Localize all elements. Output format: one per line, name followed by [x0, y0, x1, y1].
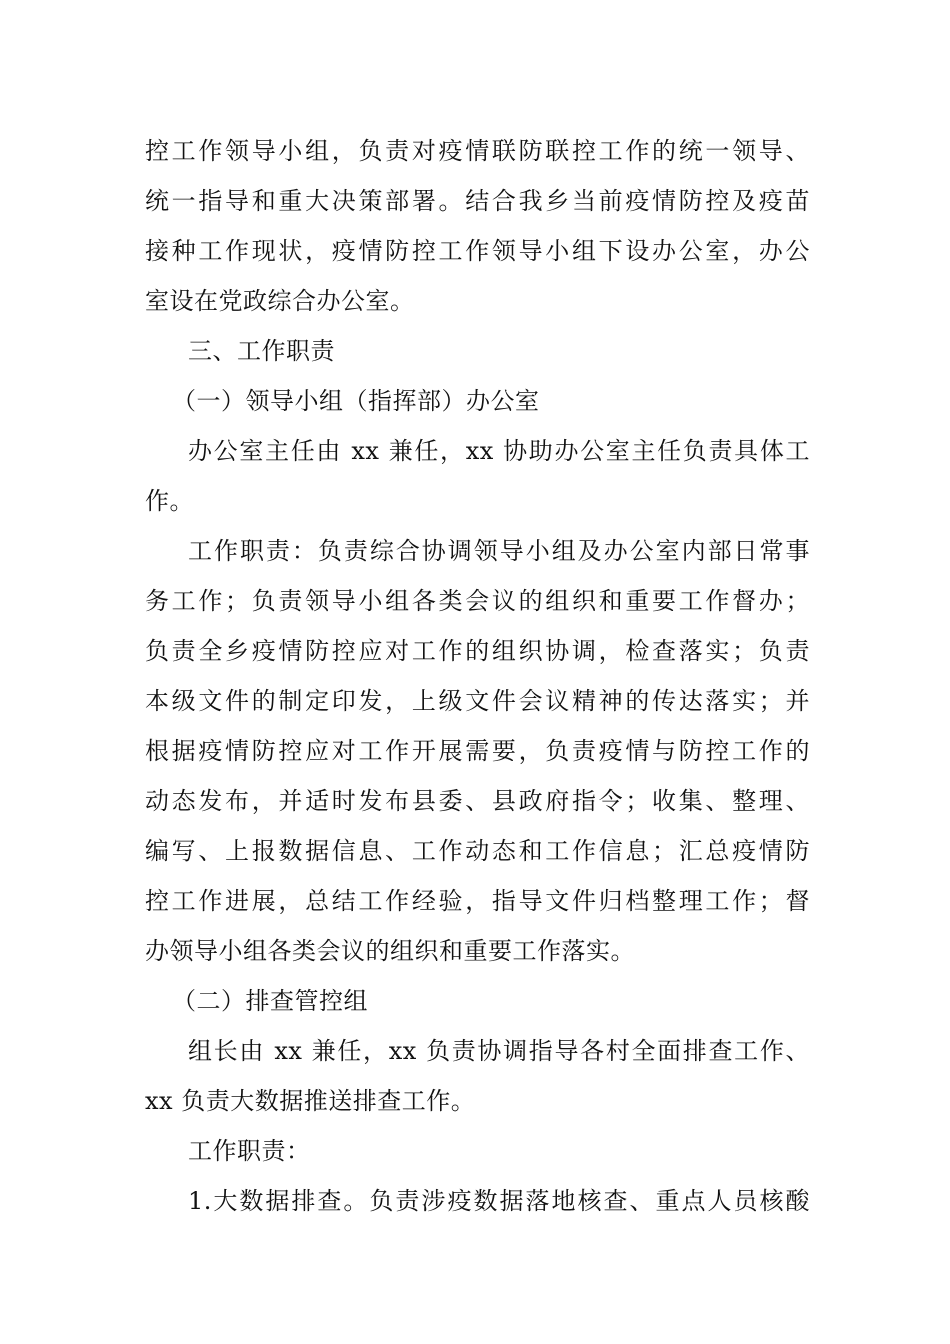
- paragraph-line: 动态发布，并适时发布县委、县政府指令；收集、整理、: [145, 787, 810, 815]
- paragraph-line: 本级文件的制定印发，上级文件会议精神的传达落实；并: [145, 687, 810, 715]
- paragraph-line: 负责全乡疫情防控应对工作的组织协调，检查落实；负责: [145, 637, 810, 665]
- paragraph-line: 统一指导和重大决策部署。结合我乡当前疫情防控及疫苗: [145, 187, 810, 215]
- section-heading: 三、工作职责: [188, 337, 335, 365]
- paragraph-line: 室设在党政综合办公室。: [145, 287, 415, 315]
- subsection-heading: （一）领导小组（指挥部）办公室: [172, 387, 540, 415]
- paragraph-line: 1.大数据排查。负责涉疫数据落地核查、重点人员核酸: [188, 1187, 810, 1215]
- paragraph-line: 作。: [145, 487, 194, 515]
- paragraph-line: 工作职责：: [188, 1137, 311, 1165]
- paragraph-line: 工作职责：负责综合协调领导小组及办公室内部日常事: [188, 537, 810, 565]
- paragraph-line: 编写、上报数据信息、工作动态和工作信息；汇总疫情防: [145, 837, 810, 865]
- paragraph-line: 根据疫情防控应对工作开展需要，负责疫情与防控工作的: [145, 737, 810, 765]
- paragraph-line: 控工作领导小组，负责对疫情联防联控工作的统一领导、: [145, 137, 810, 165]
- paragraph-line: 办领导小组各类会议的组织和重要工作落实。: [145, 937, 635, 965]
- paragraph-line: 办公室主任由 xx 兼任，xx 协助办公室主任负责具体工: [188, 437, 810, 465]
- paragraph-line: xx 负责大数据推送排查工作。: [145, 1087, 476, 1115]
- paragraph-line: 组长由 xx 兼任，xx 负责协调指导各村全面排查工作、: [188, 1037, 810, 1065]
- paragraph-line: 务工作；负责领导小组各类会议的组织和重要工作督办；: [145, 587, 810, 615]
- subsection-heading: （二）排查管控组: [172, 987, 368, 1015]
- paragraph-line: 接种工作现状，疫情防控工作领导小组下设办公室，办公: [145, 237, 810, 265]
- paragraph-line: 控工作进展，总结工作经验，指导文件归档整理工作；督: [145, 887, 810, 915]
